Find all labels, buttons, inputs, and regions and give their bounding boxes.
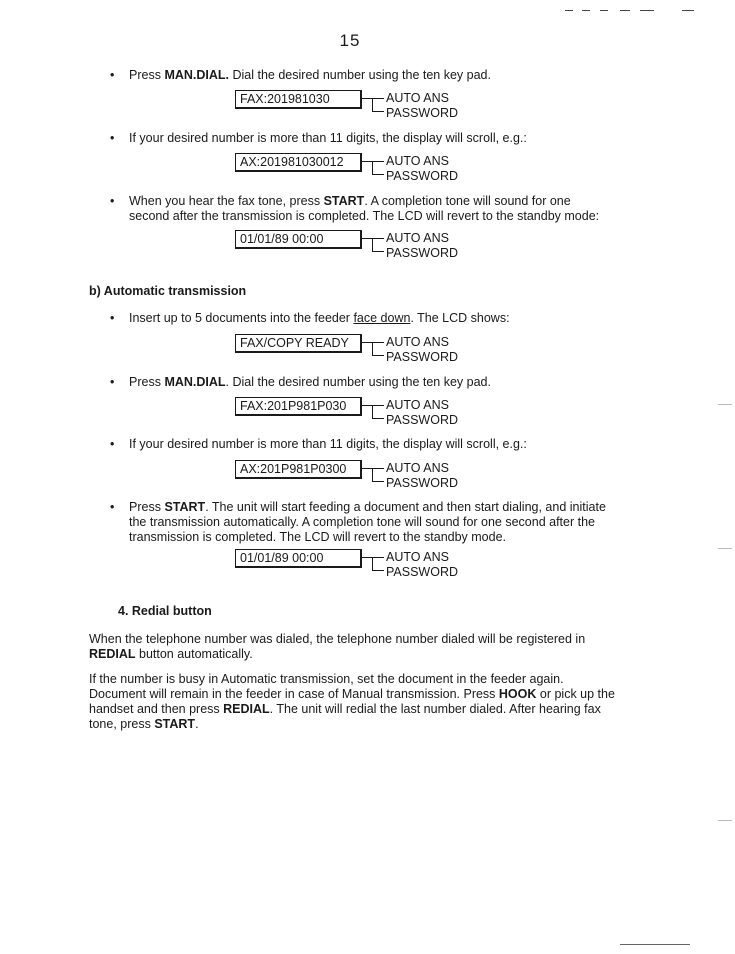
password-label: PASSWORD — [386, 413, 458, 427]
section-heading: b) Automatic transmission — [89, 284, 247, 298]
lcd-display: FAX:201P981P030 — [235, 397, 362, 416]
password-label: PASSWORD — [386, 246, 458, 260]
manual-bullet-2: • If your desired number is more than 11 digits, the display will scroll, e.g.: — [110, 131, 527, 145]
scan-mark — [682, 10, 694, 11]
lcd-display: FAX:201981030 — [235, 90, 362, 109]
redial-paragraph-1: When the telephone number was dialed, the telephone number dialed will be registered in REDIAL button automatically. — [89, 632, 586, 661]
auto-ans-label: AUTO ANS — [386, 154, 449, 168]
lcd-connector — [362, 342, 384, 343]
lcd-display: 01/01/89 00:00 — [235, 549, 362, 568]
manual-bullet-1: • Press MAN.DIAL. Dial the desired number using the ten key pad. — [110, 68, 491, 82]
lcd-display: 01/01/89 00:00 — [235, 230, 362, 249]
auto-ans-label: AUTO ANS — [386, 398, 449, 412]
lcd-connector — [362, 238, 384, 239]
lcd-connector — [362, 98, 384, 99]
page-number: 15 — [339, 31, 361, 50]
lcd-connector — [362, 557, 384, 558]
auto-ans-label: AUTO ANS — [386, 461, 449, 475]
auto-ans-label: AUTO ANS — [386, 91, 449, 105]
auto-ans-label: AUTO ANS — [386, 335, 449, 349]
lcd-display: AX:201981030012 — [235, 153, 362, 172]
lcd-display: AX:201P981P0300 — [235, 460, 362, 479]
password-label: PASSWORD — [386, 476, 458, 490]
password-label: PASSWORD — [386, 350, 458, 364]
redial-paragraph-2: If the number is busy in Automatic transmission, set the document in the feeder again. Document will remain in the feeder in case of Manual transmission. Press HOOK or pick up the handset and then press REDIAL. The unit will redial the last number dialed. After hearing fax tone, press START. — [89, 672, 615, 731]
manual-bullet-3: • When you hear the fax tone, press START. A completion tone will sound for one second after the transmission is completed. The LCD will revert to the standby mode: — [110, 194, 600, 223]
auto-bullet-2: • Press MAN.DIAL. Dial the desired number using the ten key pad. — [110, 375, 491, 389]
auto-bullet-3: • If your desired number is more than 11 digits, the display will scroll, e.g.: — [110, 437, 527, 451]
scan-mark — [640, 10, 654, 11]
auto-bullet-1: • Insert up to 5 documents into the feeder face down. The LCD shows: — [110, 311, 510, 325]
scan-mark — [565, 10, 573, 11]
auto-ans-label: AUTO ANS — [386, 550, 449, 564]
lcd-connector — [362, 405, 384, 406]
scan-mark — [600, 10, 608, 11]
lcd-connector — [362, 468, 384, 469]
password-label: PASSWORD — [386, 169, 458, 183]
auto-bullet-4: • Press START. The unit will start feeding a document and then start dialing, and initiate the transmission automatically. A completion tone will sound for one second after the transmission is completed. The LCD will revert to the standby mode. — [110, 500, 606, 544]
scan-mark — [620, 10, 630, 11]
password-label: PASSWORD — [386, 565, 458, 579]
scan-mark — [582, 10, 590, 11]
lcd-display: FAX/COPY READY — [235, 334, 362, 353]
password-label: PASSWORD — [386, 106, 458, 120]
redial-heading: 4. Redial button — [118, 604, 212, 618]
lcd-connector — [362, 161, 384, 162]
auto-ans-label: AUTO ANS — [386, 231, 449, 245]
